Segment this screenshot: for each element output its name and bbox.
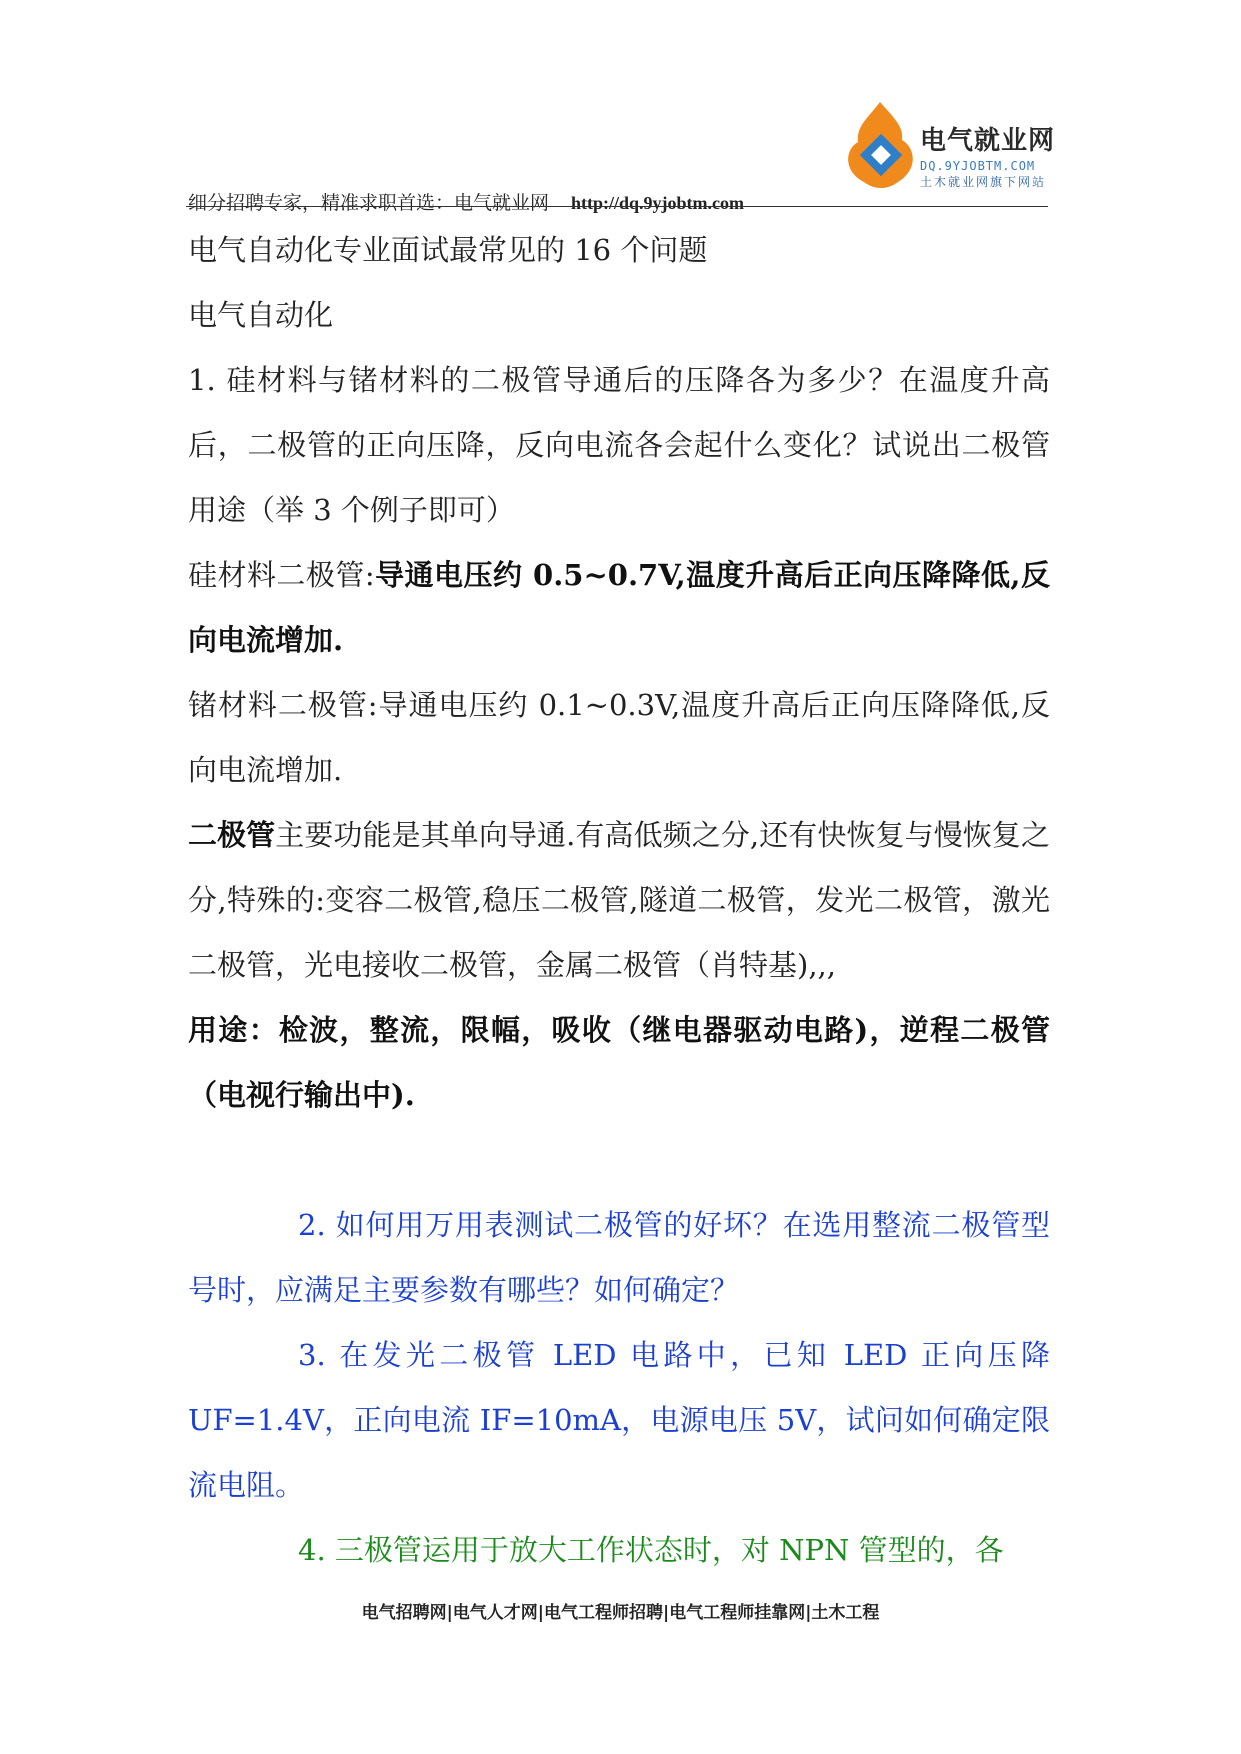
- answer-silicon-prefix: 硅材料二极管:: [188, 558, 375, 592]
- document-body: [188, 218, 1050, 1583]
- header-url[interactable]: http://dq.9yjobtm.com: [571, 193, 745, 213]
- question-3: 3. 在发光二极管 LED 电路中，已知 LED 正向压降 UF=1.4V，正向电流 IF=10mA，电源电压 5V，试问如何确定限流电阻。: [188, 1338, 1050, 1502]
- logo-subtitle: 土木就业网旗下网站: [920, 175, 1047, 189]
- answer-diode-bold: 二极管: [188, 818, 276, 852]
- logo-url: DQ.9YJOBTM.COM: [920, 159, 1036, 173]
- document-category: 电气自动化: [188, 298, 334, 332]
- logo-name: 电气就业网: [920, 126, 1056, 156]
- answer-germanium: 锗材料二极管:导通电压约 0.1~0.3V,温度升高后正向压降降低,反向电流增加.: [188, 688, 1050, 787]
- page-header: [188, 188, 744, 215]
- answer-usage: 用途：检波，整流，限幅，吸收（继电器驱动电路)，逆程二极管（电视行输出中).: [188, 1013, 1050, 1112]
- answer-diode-function: [188, 803, 1050, 998]
- footer-links[interactable]: 电气招聘网|电气人才网|电气工程师招聘|电气工程师挂靠网|土木工程: [361, 1603, 880, 1623]
- question-4: 4. 三极管运用于放大工作状态时，对 NPN 管型的，各: [298, 1533, 1004, 1567]
- answer-silicon: [188, 543, 1050, 673]
- answer-diode-rest: 主要功能是其单向导通.有高低频之分,还有快恢复与慢恢复之分,特殊的:变容二极管,稳压二极管,隧道二极管，发光二极管，激光二极管，光电接收二极管，金属二极管（肖特基),,,: [188, 818, 1050, 982]
- answer-silicon-bold: 导通电压约 0.5~0.7V,温度升高后正向压降降低,反向电流增加.: [188, 558, 1050, 657]
- document-title: 电气自动化专业面试最常见的 16 个问题: [188, 233, 708, 267]
- question-1: 1. 硅材料与锗材料的二极管导通后的压降各为多少？在温度升高后，二极管的正向压降，反向电流各会起什么变化？试说出二极管用途（举 3 个例子即可）: [188, 363, 1050, 527]
- header-divider: [186, 206, 1048, 207]
- spacer: [188, 1128, 1050, 1193]
- question-2: 2. 如何用万用表测试二极管的好坏？在选用整流二极管型号时，应满足主要参数有哪些？如何确定？: [188, 1208, 1050, 1307]
- header-slogan: 细分招聘专家，精准求职首选：电气就业网: [188, 193, 550, 214]
- logo-text: [920, 120, 1055, 190]
